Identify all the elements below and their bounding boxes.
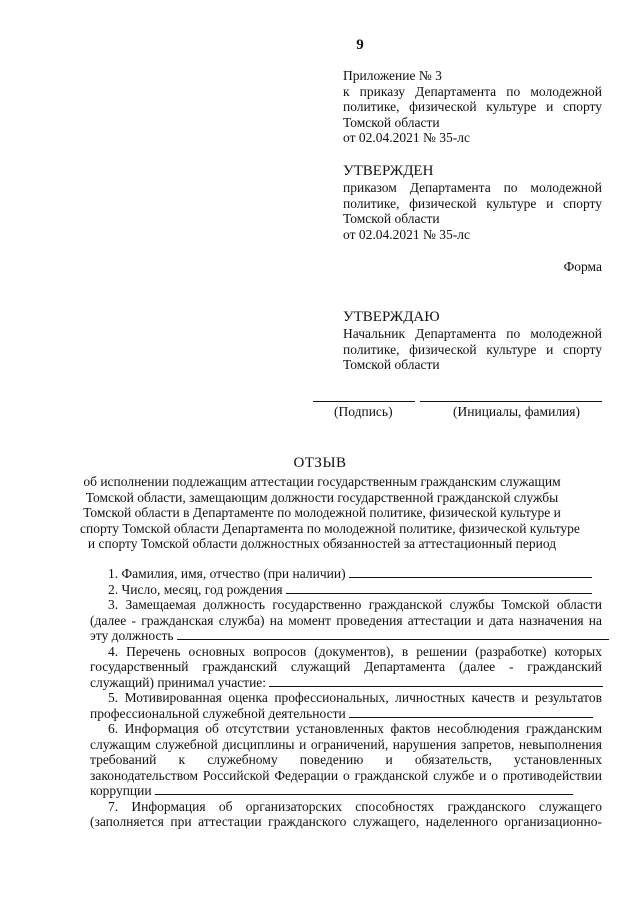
item-3-label: эту должность xyxy=(90,628,174,643)
approved-line: от 02.04.2021 № 35-лс xyxy=(343,226,470,242)
item-1 xyxy=(90,566,602,582)
item-5-line xyxy=(90,706,602,722)
evaluation-field[interactable] xyxy=(349,706,593,718)
approve-line: Томской области xyxy=(343,357,440,372)
item-5-line: 5. Мотивированная оценка профессиональных, личностных качеств и результатов xyxy=(108,690,602,705)
document-title: ОТЗЫВ xyxy=(293,455,347,471)
item-7-line: (заполняется при аттестации гражданского служащего, наделенного организационно- xyxy=(90,814,602,829)
appendix-block xyxy=(343,68,602,146)
item-6-label: коррупции xyxy=(90,783,152,798)
item-4-line: 4. Перечень основных вопросов (документов), в решении (разработке) которых xyxy=(108,643,602,659)
approved-line: приказом Департамента по молодежной xyxy=(343,180,602,195)
approve-line: Начальник Департамента по молодежной xyxy=(343,326,602,341)
approved-heading: УТВЕРЖДЕН xyxy=(343,163,434,179)
name-line[interactable] xyxy=(420,401,602,402)
subtitle-line: и спорту Томской области должностных обязанностей за аттестационный период xyxy=(87,536,557,551)
item-1-label: 1. Фамилия, имя, отчество (при наличии) xyxy=(108,566,346,581)
signature-caption: (Подпись) xyxy=(334,404,393,419)
item-6-line xyxy=(90,783,602,799)
subtitle-line: об исполнении подлежащим аттестации государственным гражданским служащим xyxy=(83,474,561,489)
position-field[interactable] xyxy=(177,628,609,640)
compliance-field[interactable] xyxy=(155,783,573,795)
signature-line[interactable] xyxy=(313,401,415,402)
full-name-field[interactable] xyxy=(349,566,592,578)
appendix-line: от 02.04.2021 № 35-лс xyxy=(343,130,470,145)
approved-line: политике, физической культуре и спорту xyxy=(343,195,602,211)
item-4-line: государственный гражданский служащий Департамента (далее - гражданский xyxy=(90,659,602,674)
approved-block xyxy=(343,162,602,242)
form-label: Форма xyxy=(563,259,602,274)
approve-line: политике, физической культуре и спорту xyxy=(343,341,602,357)
birth-date-field[interactable] xyxy=(286,582,592,594)
name-caption: (Инициалы, фамилия) xyxy=(453,404,580,419)
document-subtitle xyxy=(80,474,580,552)
item-6-line: законодательством Российской Федерации о гражданской службе и о противодействии xyxy=(90,767,602,783)
page-number: 9 xyxy=(356,37,364,53)
approved-line: Томской области xyxy=(343,211,440,226)
item-4-line xyxy=(90,675,602,691)
appendix-line: Приложение № 3 xyxy=(343,68,442,83)
item-6-line: служащим служебной дисциплины и ограничений, нарушения запретов, невыполнения xyxy=(90,736,602,752)
approve-heading: УТВЕРЖДАЮ xyxy=(343,309,440,325)
approve-block xyxy=(343,308,602,373)
subtitle-line: спорту Томской области Департамента по молодежной политике, физической культуре xyxy=(80,520,580,536)
appendix-line: Томской области xyxy=(343,114,440,130)
item-3-line: 3. Замещаемая должность государственно гражданской службы Томской области xyxy=(108,597,602,612)
item-3-line xyxy=(90,628,602,644)
subtitle-line: Томской области, замещающим должности государственной гражданской службы xyxy=(85,489,559,505)
item-3-line: (далее - гражданская служба) на момент проведения аттестации и дата назначения на xyxy=(90,612,602,628)
appendix-line: к приказу Департамента по молодежной xyxy=(343,83,602,99)
item-2 xyxy=(90,582,602,598)
subtitle-line: Томской области в Департаменте по молодежной политике, физической культуре и xyxy=(83,505,561,520)
item-2-label: 2. Число, месяц, год рождения xyxy=(108,581,283,597)
item-6-line: 6. Информация об отсутствии установленных фактов несоблюдения гражданским xyxy=(108,721,602,736)
item-4-label: служащий) принимал участие: xyxy=(90,674,267,690)
item-6-line: требований к служебному поведению и обязательств, установленных xyxy=(90,752,602,767)
appendix-line: политике, физической культуре и спорту xyxy=(343,99,602,114)
item-5-label: профессиональной служебной деятельности xyxy=(90,705,346,721)
item-7-line: 7. Информация об организаторских способностях гражданского служащего xyxy=(108,798,602,814)
form-body xyxy=(90,566,602,830)
questions-field[interactable] xyxy=(269,675,603,687)
